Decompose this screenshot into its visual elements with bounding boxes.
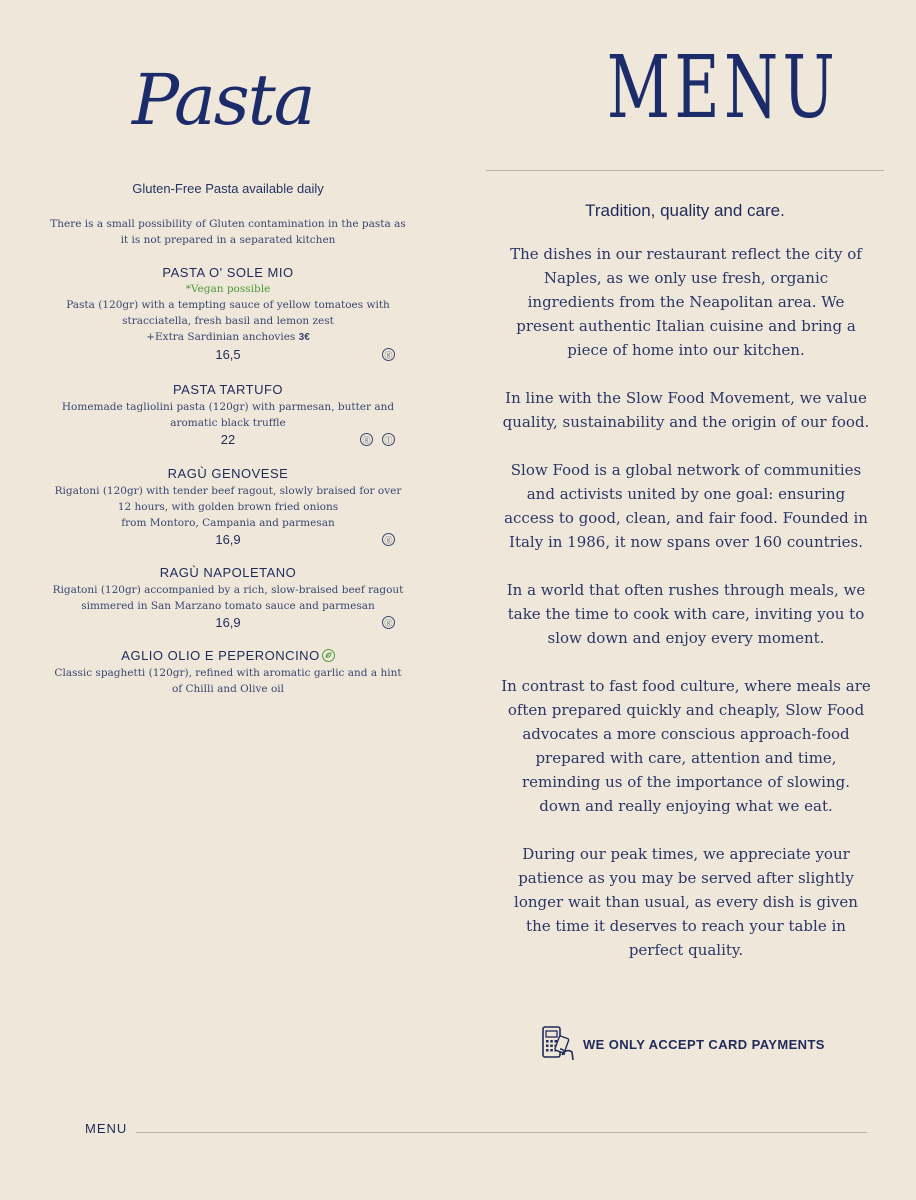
dish-price: 16,9	[215, 532, 241, 547]
menu-title: MENU	[606, 38, 839, 138]
fast-food-contrast-paragraph: In contrast to fast food culture, where meals are often prepared quickly and cheaply, Slow Food advocates a more conscious approach-food prepared with care, attention and time, reminding us of the importance of slowing. down and really enjoying what we eat.	[501, 677, 871, 815]
dish-ragu-genovese	[40, 465, 416, 549]
gluten-free-notice: Gluten-Free Pasta available daily	[132, 181, 324, 196]
vegan-note: *Vegan possible	[185, 283, 271, 295]
dish-pasta-o-sole-mio	[40, 264, 416, 364]
tagline: Tradition, quality and care.	[585, 201, 785, 220]
dish-price: 16,5	[215, 347, 241, 362]
lactose-icon: ⓛ	[382, 433, 395, 446]
peak-times-paragraph: During our peak times, we appreciate your patience as you may be served after slightly longer wait than usual, as every dish is given the time it deserves to reach your table in perfect quality.	[514, 845, 858, 959]
gluten-icon: ⓖ	[382, 533, 395, 546]
header-divider	[486, 170, 884, 171]
dish-price: 16,9	[215, 615, 241, 630]
dish-name: RAGÙ GENOVESE	[167, 466, 289, 481]
gluten-icon: ⓖ	[360, 433, 373, 446]
dish-ragu-napoletano	[40, 564, 416, 632]
dish-description: Homemade tagliolini pasta (120gr) with parmesan, butter and aromatic black truffle	[61, 401, 395, 429]
extra-price: 3€	[298, 332, 310, 343]
dish-price: 22	[220, 432, 236, 447]
intro-paragraph: The dishes in our restaurant reflect the city of Naples, as we only use fresh, organic ingredients from the Neapolitan area. We present authentic Italian cuisine and bring a piece of home into our kitchen.	[510, 245, 862, 359]
dish-name: PASTA O' SOLE MIO	[162, 265, 294, 280]
dish-description: Rigatoni (120gr) accompanied by a rich, slow-braised beef ragout simmered in San Marzano tomato sauce and parmesan	[52, 584, 404, 612]
dish-description: Rigatoni (120gr) with tender beef ragout, slowly braised for over 12 hours, with golden brown fried onions	[54, 485, 402, 513]
card-payment-text: WE ONLY ACCEPT CARD PAYMENTS	[583, 1037, 825, 1052]
dish-description: Pasta (120gr) with a tempting sauce of yellow tomatoes with stracciatella, fresh basil and lemon zest	[66, 299, 390, 327]
slow-food-network-paragraph: Slow Food is a global network of communities and activists united by one goal: ensuring access to good, clean, and fair food. Founded in Italy in 1986, it now spans over 160 countries.	[504, 461, 868, 551]
footer-label: MENU	[85, 1121, 128, 1136]
dish-description: Classic spaghetti (120gr), refined with aromatic garlic and a hint of Chilli and Olive oil	[54, 667, 402, 695]
dish-extra	[48, 329, 408, 346]
take-time-paragraph: In a world that often rushes through meals, we take the time to cook with care, inviting you to slow down and enjoy every moment.	[506, 581, 866, 647]
dish-name: PASTA TARTUFO	[172, 382, 284, 397]
dish-aglio-olio	[40, 647, 416, 697]
dish-description-cont: from Montoro, Campania and parmesan	[121, 517, 335, 529]
gluten-icon: ⓖ	[382, 348, 395, 361]
pasta-title: Pasta	[132, 59, 314, 141]
dish-name: AGLIO OLIO E PEPERONCINO	[121, 648, 320, 663]
gluten-contamination-note: There is a small possibility of Gluten contamination in the pasta as it is not prepared in a separated kitchen	[50, 218, 406, 246]
extra-label: +Extra Sardinian anchovies	[146, 331, 296, 343]
card-terminal-icon	[540, 1025, 576, 1068]
dish-name: RAGÙ NAPOLETANO	[159, 565, 297, 580]
dish-pasta-tartufo	[40, 381, 416, 449]
slow-food-paragraph: In line with the Slow Food Movement, we value quality, sustainability and the origin of our food.	[502, 389, 870, 431]
footer-divider	[136, 1132, 867, 1133]
dish-name-row	[40, 647, 416, 665]
card-payment-notice	[540, 1025, 860, 1065]
gluten-icon: ⓖ	[382, 616, 395, 629]
vegan-leaf-icon	[322, 649, 335, 662]
